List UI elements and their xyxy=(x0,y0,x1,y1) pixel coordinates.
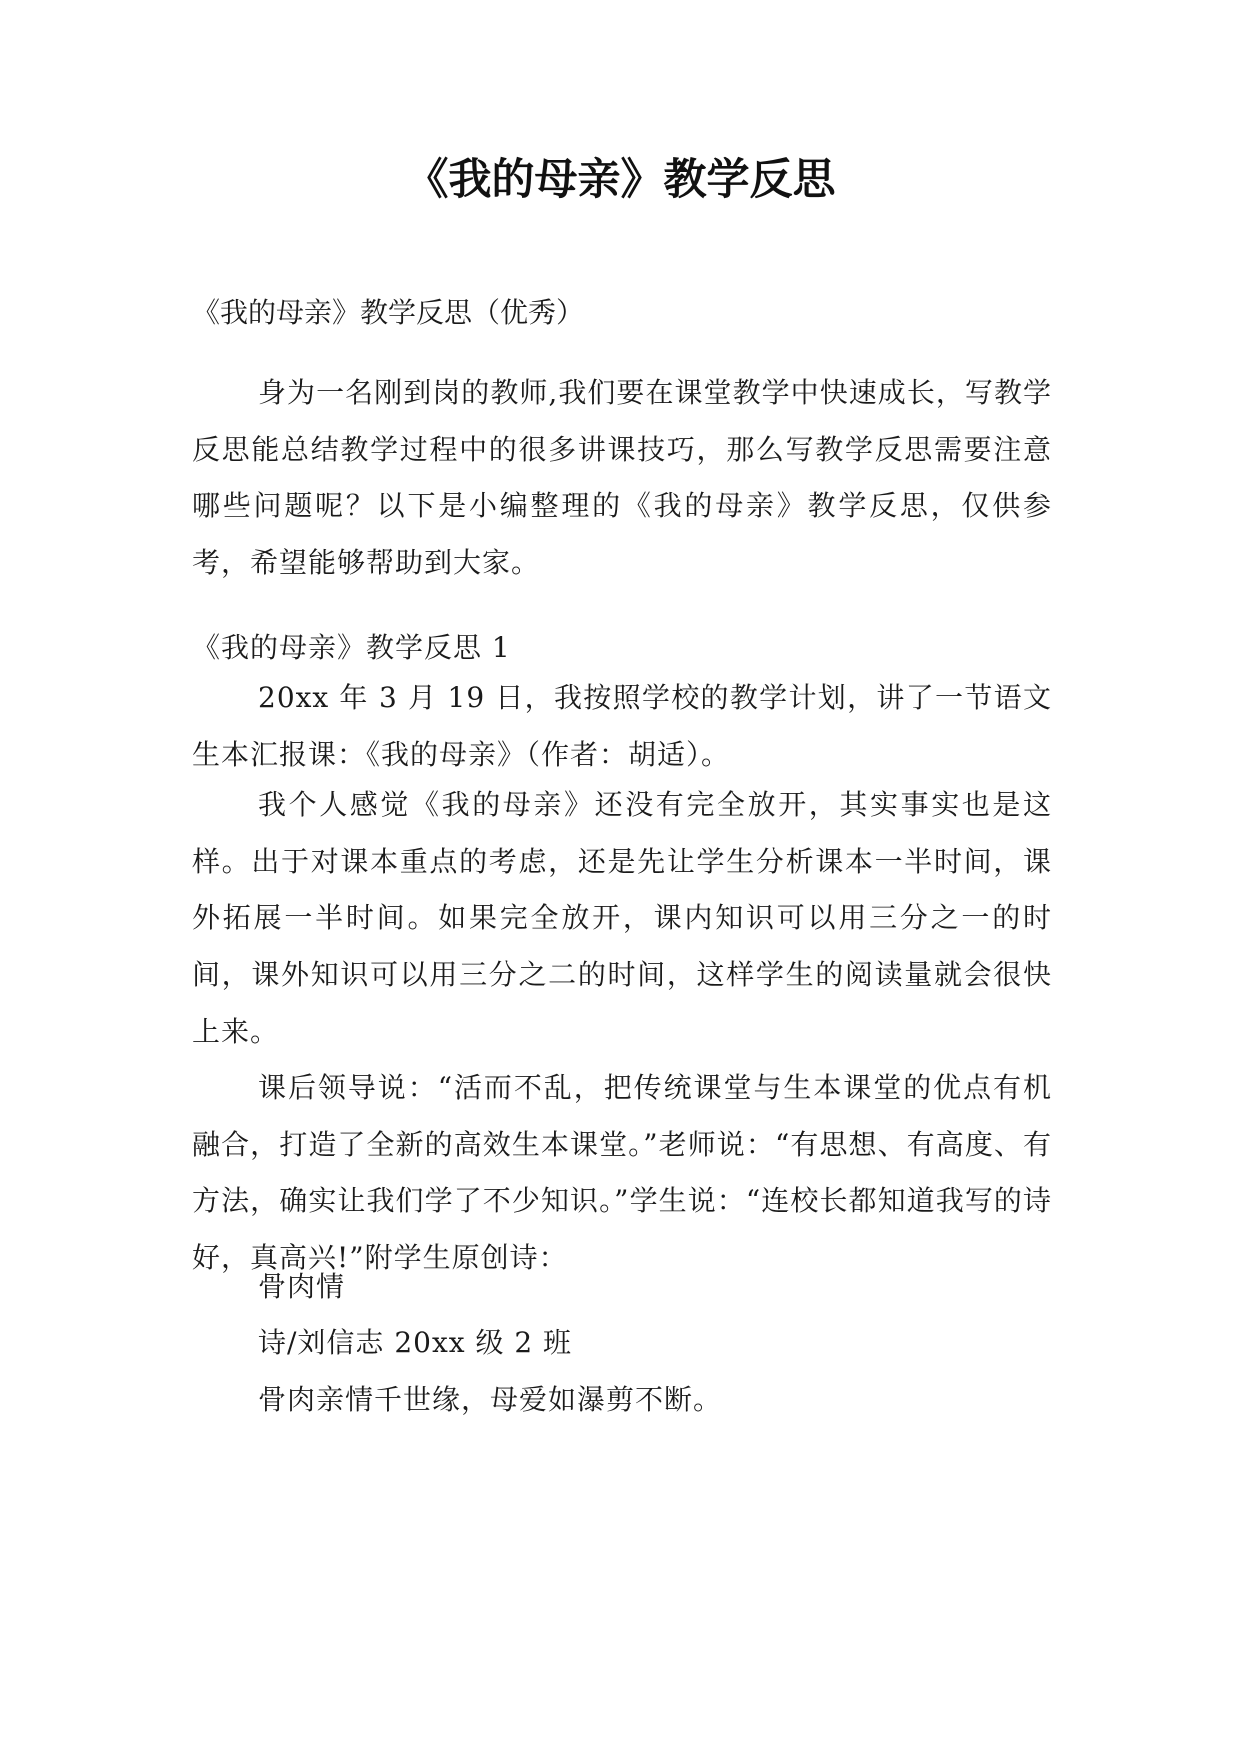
document-subtitle: 《我的母亲》教学反思（优秀） xyxy=(192,296,585,329)
intro-paragraph: 身为一名刚到岗的教师,我们要在课堂教学中快速成长，写教学反思能总结教学过程中的很多讲课技巧，那么写教学反思需要注意哪些问题呢？以下是小编整理的《我的母亲》教学反思，仅供参考，希望能够帮助到大家。 xyxy=(192,376,1052,580)
body-paragraph-1: 20xx 年 3 月 19 日，我按照学校的教学计划，讲了一节语文生本汇报课：《我的母亲》（作者：胡适）。 xyxy=(192,681,1052,771)
section-heading: 《我的母亲》教学反思 1 xyxy=(192,631,511,664)
poem-title: 骨肉情 xyxy=(258,1270,346,1303)
poem-line: 骨肉亲情千世缘，母爱如瀑剪不断。 xyxy=(258,1383,723,1416)
body-paragraph-2: 我个人感觉《我的母亲》还没有完全放开，其实事实也是这样。出于对课本重点的考虑，还是先让学生分析课本一半时间，课外拓展一半时间。如果完全放开，课内知识可以用三分之一的时间，课外知识可以用三分之二的时间，这样学生的阅读量就会很快上来。 xyxy=(192,788,1052,1048)
document-title: 《我的母亲》教学反思 xyxy=(405,155,836,205)
poem-author: 诗/刘信志 20xx 级 2 班 xyxy=(258,1326,573,1359)
body-paragraph-3: 课后领导说：“活而不乱，把传统课堂与生本课堂的优点有机融合，打造了全新的高效生本课堂。”老师说：“有思想、有高度、有方法，确实让我们学了不少知识。”学生说：“连校长都知道我写的诗好，真高兴!”附学生原创诗： xyxy=(192,1071,1052,1275)
